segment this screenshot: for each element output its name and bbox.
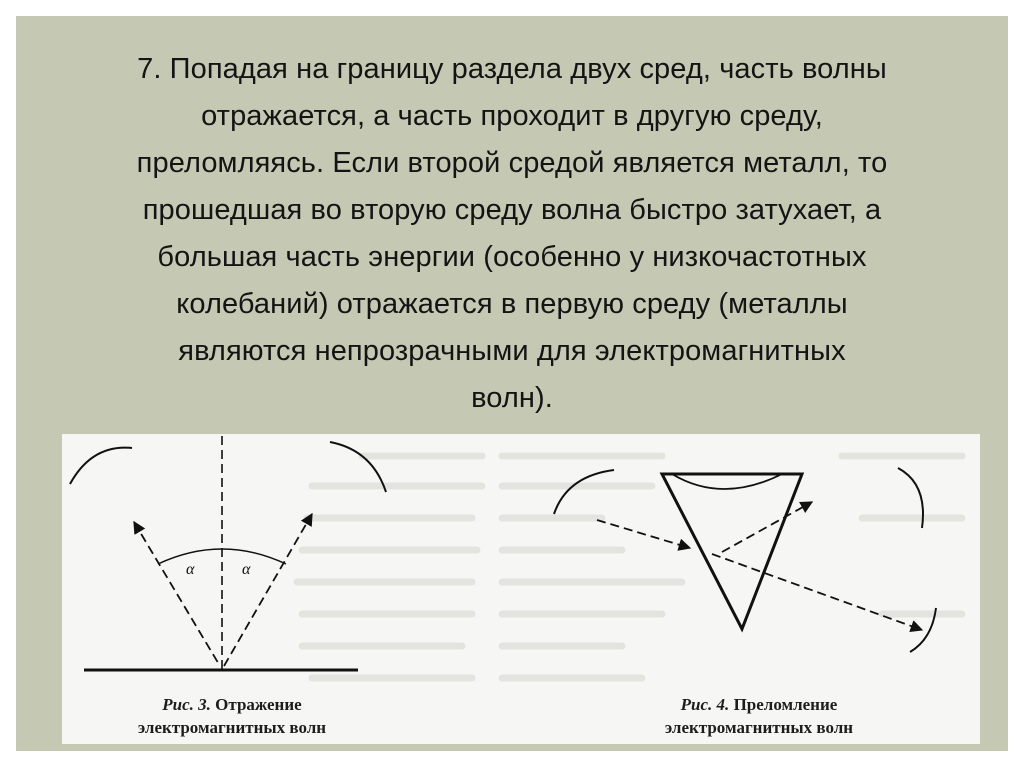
incident-ray <box>134 522 220 666</box>
text-line: 7. Попадая на границу раздела двух сред, часть волны <box>137 53 887 85</box>
figure-3-caption <box>84 693 380 739</box>
prism <box>662 474 802 629</box>
text-line: колебаний) отражается в первую среду (металлы <box>176 288 848 320</box>
text-line: прошедшая во вторую среду волна быстро затухает, а <box>142 194 882 226</box>
wavefront-top <box>672 474 782 489</box>
reflected-ray <box>722 502 812 552</box>
angle-label-right: α <box>242 561 251 578</box>
figure-title: Отражение <box>215 695 302 714</box>
text-line: являются непрозрачными для электромагнитных <box>178 335 846 367</box>
angle-label-left: α <box>186 561 195 578</box>
figure-subtitle: электромагнитных волн <box>664 718 854 737</box>
text-line: отражается, а часть проходит в другую среду, <box>201 100 823 132</box>
bleed-through-texture <box>297 456 962 678</box>
figure-4-caption <box>614 693 904 739</box>
refraction-diagram <box>554 468 936 652</box>
text-line: большая часть энергии (особенно у низкочастотных <box>157 241 867 273</box>
reflected-ray <box>224 514 312 666</box>
wavefront-left <box>70 448 132 484</box>
wavefront-left <box>554 470 614 514</box>
slide-background <box>16 16 1008 751</box>
figure-number: Рис. 3. <box>162 695 211 714</box>
slide-text <box>44 46 980 422</box>
transmitted-ray <box>712 554 922 630</box>
incident-ray <box>597 520 690 548</box>
figure-title: Преломление <box>733 695 838 714</box>
scanned-figures-image <box>62 434 980 744</box>
text-line: волн). <box>471 382 553 414</box>
figure-number: Рис. 4. <box>680 695 730 714</box>
figure-subtitle: электромагнитных волн <box>137 718 327 737</box>
text-line: преломляясь. Если второй средой является металл, то <box>136 147 888 179</box>
